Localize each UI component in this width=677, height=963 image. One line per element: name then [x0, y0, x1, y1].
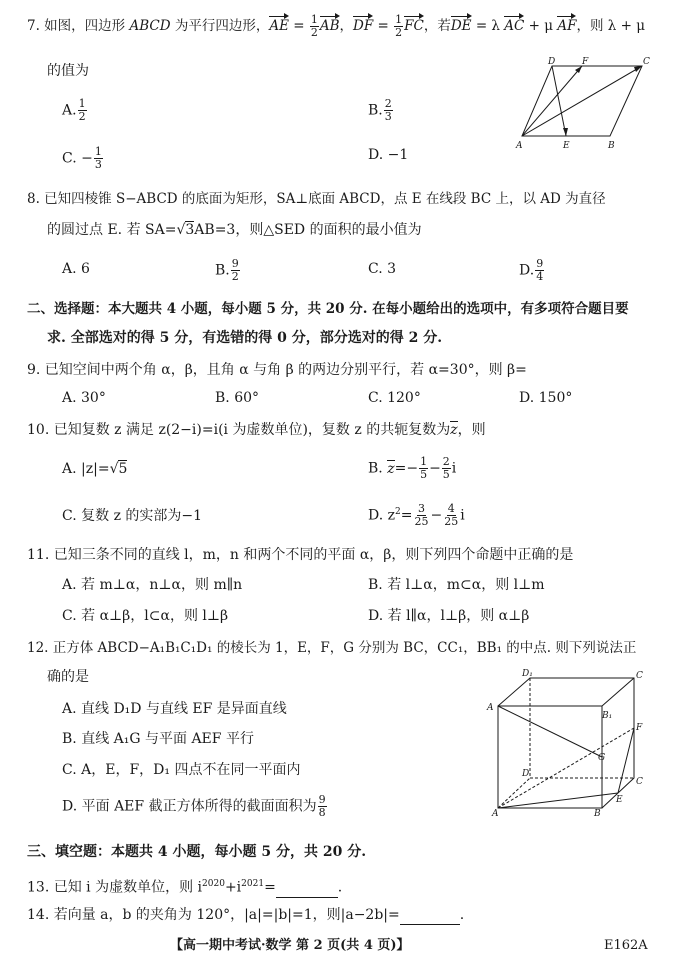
q13-stem: 13. 已知 i 为虚数单位，则 $i^{2020}+i^{2021}=$ .: [27, 879, 343, 896]
cube-back-edges: [498, 678, 634, 808]
segment-ae: [498, 793, 618, 808]
label-a: A: [516, 141, 523, 151]
q7-option-b: B. $\frac{2}{3}$: [368, 97, 392, 123]
z-bar: z: [450, 422, 458, 438]
q9-option-a: A. 30°: [62, 390, 106, 406]
vector-ae: AE: [269, 18, 289, 34]
q9-stem: 9. 已知空间中两个角 α，β，且角 α 与角 β 的两边分别平行，若 α=30°，则 β=: [27, 362, 527, 378]
q7-option-a: A. $\frac{1}{2}$: [62, 97, 86, 123]
fraction: $\frac{4}{25}$: [444, 502, 459, 529]
fraction: $\frac{1}{2}$: [395, 13, 403, 39]
label-c1: C: [636, 671, 643, 681]
segment-de: [552, 66, 566, 136]
label-e: E: [616, 795, 623, 805]
section-2-heading: 二、选择题：本大题共 4 小题，每小题 5 分，共 20 分. 在每小题给出的选项中，有多项符合题目要: [27, 301, 629, 317]
fraction: $\frac{9}{4}$: [536, 257, 544, 283]
q12-line1: 12. 正方体 ABCD−A₁B₁C₁D₁ 的棱长为 1，E，F，G 分别为 BC，CC₁，BB₁ 的中点. 则下列说法正: [27, 640, 637, 656]
page-footer: 【高一期中考试·数学 第 2 页(共 4 页)】: [170, 938, 410, 953]
q8-option-c: C. 3: [368, 261, 397, 277]
q9-option-d: D. 150°: [519, 390, 573, 406]
fraction: $\frac{1}{5}$: [420, 455, 428, 481]
q10-option-b: B. z=− $\frac{1}{5}$ − $\frac{2}{5}$ i: [368, 455, 457, 481]
q10-option-c: C. 复数 z 的实部为−1: [62, 508, 203, 524]
q10-option-d: D. $z^2=$ $\frac{3}{25}$ − $\frac{4}{25}$ i: [368, 502, 465, 529]
fraction: $\frac{2}{3}$: [384, 97, 392, 123]
segment-ac: [522, 66, 642, 136]
q11-option-c: C. 若 α⊥β，l⊂α，则 l⊥β: [62, 608, 229, 624]
q10-stem: 10. 已知复数 z 满足 z(2−i)=i(i 为虚数单位)，复数 z 的共轭复数为z，则: [27, 422, 486, 438]
cube-edge: [602, 678, 634, 706]
q14-stem: 14. 若向量 a，b 的夹角为 120°，|a|=|b|=1，则|a−2b|= .: [27, 907, 465, 923]
segment-af: [498, 728, 634, 808]
q7-line1: 7. 如图，四边形 ABCD 为平行四边形，AE = $\frac{1}{2}$ AB，DF = $\frac{1}{2}$ FC，若DE = λ AC + μ AF，则 λ + μ: [27, 13, 645, 39]
label-f: F: [582, 57, 589, 67]
q11-option-b: B. 若 l⊥α，m⊂α，则 l⊥m: [368, 577, 545, 593]
label-d1: D₁: [522, 669, 533, 679]
fraction: $\frac{2}{5}$: [442, 455, 450, 481]
q8-option-b: B. $\frac{9}{2}$: [215, 257, 239, 283]
q12-option-c: C. A，E，F，D₁ 四点不在同一平面内: [62, 762, 301, 778]
q12-option-b: B. 直线 A₁G 与平面 AEF 平行: [62, 731, 254, 747]
q7-line2: 的值为: [47, 63, 89, 79]
q8-option-a: A. 6: [62, 261, 90, 277]
label-b: B: [594, 809, 601, 818]
q8-option-d: D. $\frac{9}{4}$: [519, 257, 544, 283]
label-c: C: [643, 57, 650, 67]
q11-option-a: A. 若 m⊥α，n⊥α，则 m∥n: [62, 577, 243, 593]
parallelogram-figure: [512, 56, 657, 153]
vector-af: AF: [557, 18, 577, 34]
section-2-heading-cont: 求. 全部选对的得 5 分，有选错的得 0 分，部分选对的得 2 分.: [47, 330, 443, 346]
segment-a1g: [498, 706, 602, 757]
vector-de: DE: [450, 18, 472, 34]
label-g: G: [598, 753, 606, 763]
answer-blank[interactable]: [276, 879, 338, 898]
section-3-heading: 三、填空题：本题共 4 小题，每小题 5 分，共 20 分.: [27, 844, 367, 860]
label-b: B: [608, 141, 615, 151]
vector-fc: FC: [404, 18, 424, 34]
label-d: D: [548, 57, 556, 67]
vector-ac: AC: [504, 18, 525, 34]
q7-option-d: D. −1: [368, 147, 409, 163]
hidden-edge: [498, 778, 530, 808]
q8-line1: 8. 已知四棱锥 S−ABCD 的底面为矩形，SA⊥底面 ABCD，点 E 在线段 BC 上，以 AD 为直径: [27, 191, 606, 207]
label-a: A: [492, 809, 499, 818]
q9-option-b: B. 60°: [215, 390, 260, 406]
cube-figure: [484, 666, 654, 818]
q12-option-a: A. 直线 D₁D 与直线 EF 是异面直线: [62, 701, 287, 717]
z-bar: z: [387, 460, 395, 477]
label-b1: B₁: [602, 711, 613, 721]
fraction: $\frac{9}{2}$: [231, 257, 239, 283]
fraction: $\frac{1}{2}$: [78, 97, 86, 123]
label-c: C: [636, 777, 643, 787]
label-e: E: [563, 141, 570, 151]
segment-ef: [618, 728, 634, 793]
label-f: F: [636, 723, 643, 733]
sqrt-radicand: 5: [118, 461, 128, 477]
vector-df: DF: [353, 18, 374, 34]
label-d: D: [522, 769, 530, 779]
fraction: $\frac{1}{2}$: [310, 13, 318, 39]
q7-option-c: C. − $\frac{1}{3}$: [62, 145, 102, 171]
fraction: $\frac{9}{8}$: [318, 793, 326, 819]
vector-ab: AB: [319, 18, 340, 34]
answer-blank[interactable]: [400, 906, 460, 925]
sqrt-radicand: 3: [185, 222, 195, 238]
segment-af: [522, 66, 582, 136]
q8-line2: 的圆过点 E. 若 SA=√3AB=3，则△SED 的面积的最小值为: [47, 222, 422, 238]
q11-option-d: D. 若 l∥α，l⊥β，则 α⊥β: [368, 608, 530, 624]
fraction: $\frac{3}{25}$: [414, 502, 429, 529]
q12-option-d: D. 平面 AEF 截正方体所得的截面面积为 $\frac{9}{8}$: [62, 793, 326, 819]
q11-stem: 11. 已知三条不同的直线 l，m，n 和两个不同的平面 α，β，则下列四个命题中正确的是: [27, 547, 574, 563]
fraction: $\frac{1}{3}$: [94, 145, 102, 171]
q10-option-a: A. |z|=√5: [62, 461, 128, 477]
arrowhead: [575, 66, 582, 73]
label-a1: A: [487, 703, 494, 713]
q12-line2: 确的是: [47, 669, 89, 685]
q9-option-c: C. 120°: [368, 390, 421, 406]
exam-code: E162A: [604, 938, 648, 953]
